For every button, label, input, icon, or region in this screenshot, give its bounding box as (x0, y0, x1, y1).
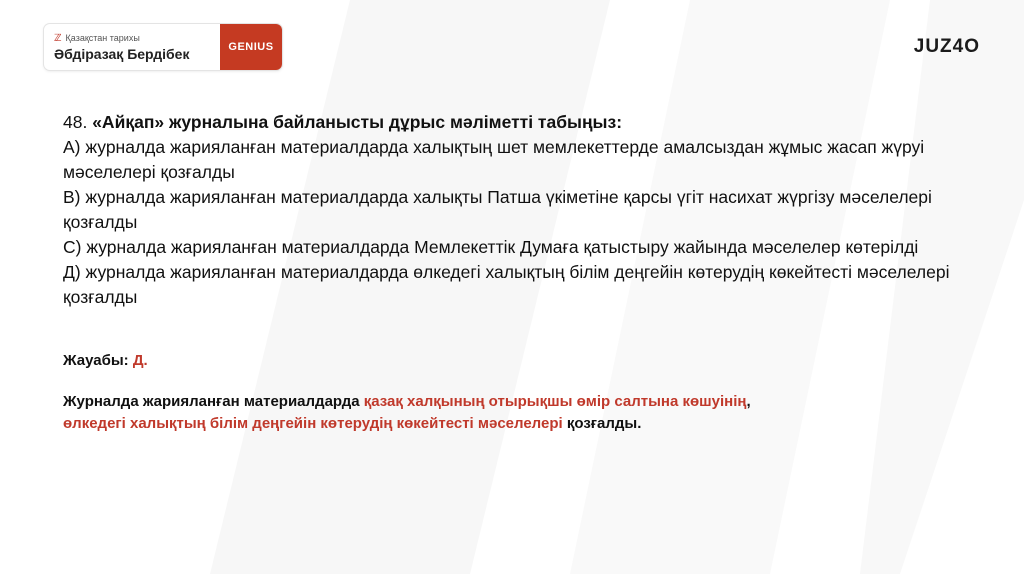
badge-subject-row (54, 33, 210, 44)
answer-label: Жауабы: (63, 352, 129, 369)
option-d: Д) журналда жарияланған материалдарда өлкедегі халықтың білім деңгейін көтерудің көкейтесті мәселелері қозғалды (63, 262, 950, 307)
explanation-highlight-2: өлкедегі халықтың білім деңгейін көтерудің көкейтесті мәселелері (63, 415, 563, 432)
slide-content (63, 110, 983, 435)
answer-value: Д. (132, 352, 148, 369)
option-c: С) журналда жарияланған материалдарда Мемлекеттік Думаға қатыстыру жайында мәселелер көтерілді (63, 237, 919, 257)
answer-line (63, 352, 983, 369)
option-a: А) журналда жарияланған материалдарда халықтың шет мемлекеттерде амалсыздан жұмыс жасап жүруі мәселелері қозғалды (63, 137, 925, 182)
explanation-part-3: , (746, 393, 751, 410)
question-number: 48. (63, 112, 88, 132)
badge-info (44, 24, 220, 70)
question-title (63, 110, 983, 135)
badge-author: Әбдіразақ Бердібек (54, 45, 190, 62)
option-b: В) журналда жарияланған материалдарда халықты Патша үкіметіне қарсы үгіт насихат жүргізу мәселелері қозғалды (63, 187, 932, 232)
course-badge (44, 24, 282, 70)
badge-subject: Қазақстан тарихы (65, 33, 140, 43)
explanation-part-1: Журналда жарияланған материалдарда (63, 393, 364, 410)
explanation-part-5: қозғалды. (562, 415, 642, 432)
badge-brand: GENIUS (220, 24, 282, 70)
question-text: «Айқап» журналына байланысты дұрыс мәліметті табыңыз: (92, 112, 623, 132)
explanation (63, 391, 983, 435)
question-block (63, 110, 983, 310)
juz40-logo: JUZ4O (913, 36, 980, 57)
explanation-highlight-1: қазақ халқының отырықшы өмір салтына көшуінің (363, 393, 747, 410)
subject-mark-icon: ℤ (54, 32, 62, 44)
